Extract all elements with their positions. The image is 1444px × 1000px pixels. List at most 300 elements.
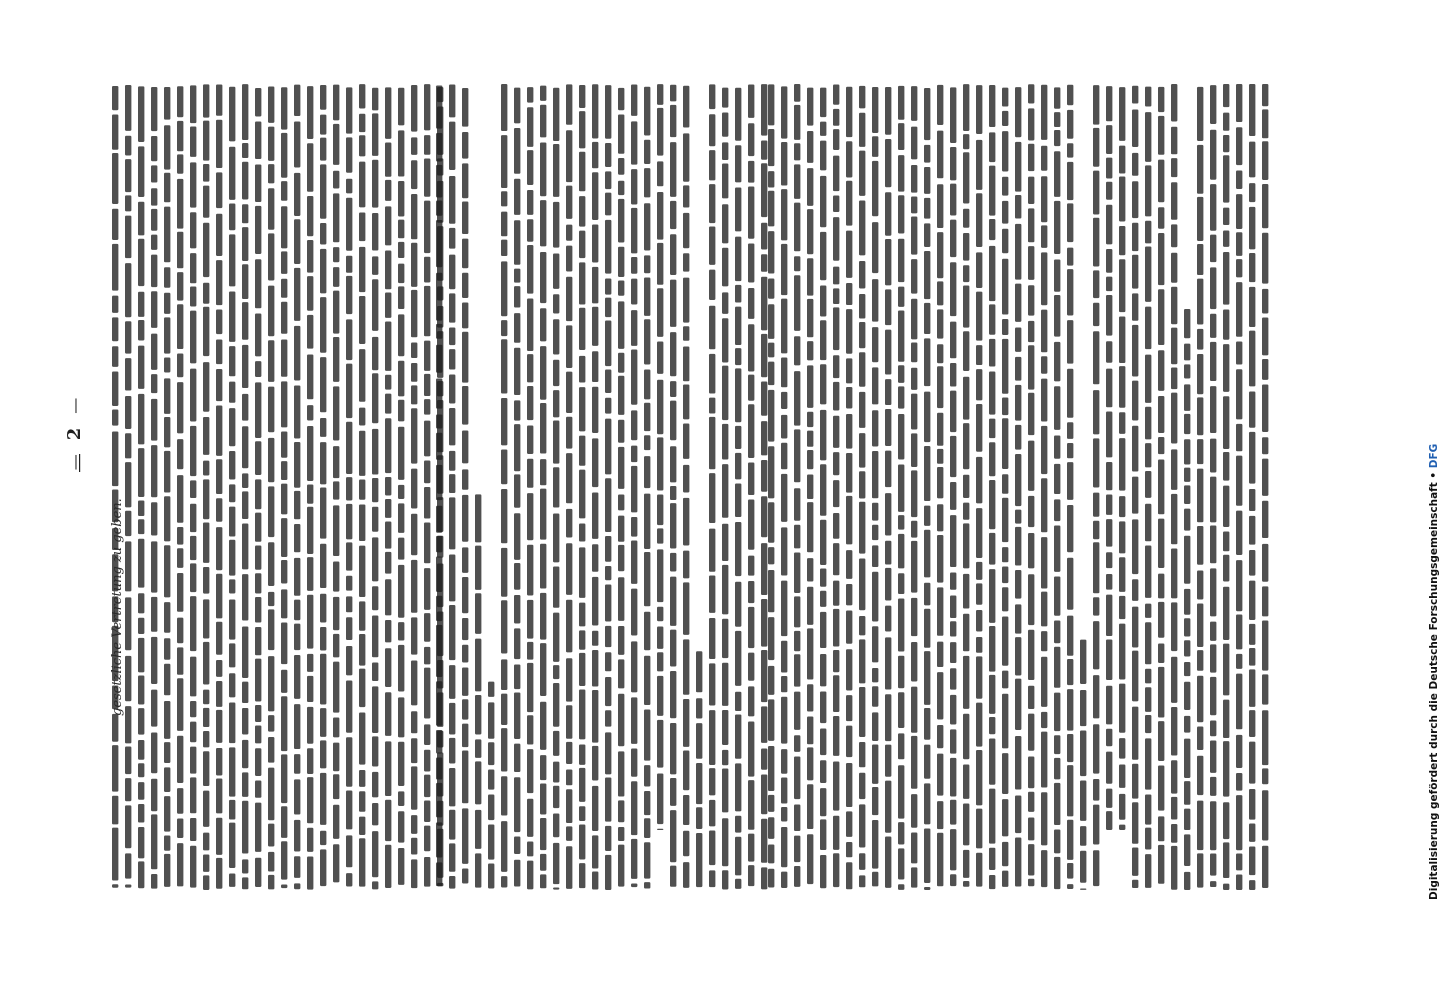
text-line-segment — [566, 225, 572, 241]
text-line-segment — [768, 362, 774, 385]
text-line-segment — [1158, 602, 1164, 638]
text-line-segment — [670, 332, 676, 376]
text-line-segment — [436, 757, 442, 779]
text-line-segment — [683, 795, 689, 825]
text-line-segment — [859, 742, 865, 767]
text-line-segment — [566, 769, 572, 785]
text-line-segment — [488, 770, 494, 790]
text-line-segment — [898, 848, 904, 879]
text-line-segment — [1028, 879, 1034, 887]
text-line-segment — [398, 503, 404, 533]
text-line-segment — [1028, 792, 1034, 812]
text-line-segment — [112, 346, 118, 367]
text-line-segment — [794, 525, 800, 549]
text-line-segment — [735, 145, 741, 182]
text-line-segment — [372, 478, 378, 502]
text-line-segment — [294, 219, 300, 264]
text-line-segment — [768, 699, 774, 740]
text-line-segment — [605, 321, 611, 367]
text-line-segment — [553, 665, 559, 679]
text-line-segment — [281, 339, 287, 376]
text-line-segment — [333, 717, 339, 737]
text-line-segment — [976, 583, 982, 604]
text-line-segment — [950, 695, 956, 725]
text-line-segment — [449, 228, 455, 249]
text-line-segment — [631, 466, 637, 513]
text-line-segment — [670, 401, 676, 441]
text-line-segment — [540, 346, 546, 400]
text-line-segment — [885, 781, 891, 833]
text-line-segment — [307, 828, 313, 852]
text-line-segment — [346, 364, 352, 418]
text-line-segment — [924, 88, 930, 140]
text-line-segment — [761, 706, 767, 742]
text-line-segment — [807, 450, 813, 469]
text-line-segment — [566, 186, 572, 219]
text-line-segment — [898, 414, 904, 459]
text-line-segment — [436, 201, 442, 216]
text-line-segment — [203, 751, 209, 786]
text-line-segment — [151, 255, 157, 287]
text-line-segment — [1132, 848, 1138, 876]
text-line-segment — [748, 607, 754, 648]
text-line-segment — [242, 524, 248, 570]
text-line-segment — [807, 587, 813, 625]
text-line-segment — [1132, 325, 1138, 377]
text-line-segment — [294, 754, 300, 774]
text-line-segment — [1028, 441, 1034, 491]
text-line-segment — [781, 581, 787, 637]
text-line-segment — [1236, 615, 1242, 650]
text-line-segment — [1028, 177, 1034, 204]
text-line-segment — [553, 887, 559, 889]
text-line-segment — [1132, 181, 1138, 218]
text-line-segment — [164, 207, 170, 263]
text-line-segment — [644, 203, 650, 250]
text-line-segment — [398, 565, 404, 618]
text-line-segment — [320, 849, 326, 886]
text-line-segment — [294, 600, 300, 621]
text-line-segment — [553, 390, 559, 417]
text-line-segment — [644, 656, 650, 705]
text-line-segment — [424, 568, 430, 610]
text-line-segment — [1093, 542, 1099, 593]
text-line-segment — [644, 552, 650, 606]
text-line-segment — [1041, 732, 1047, 788]
text-line-segment — [846, 358, 852, 383]
text-line-segment — [125, 85, 131, 131]
text-line-segment — [820, 855, 826, 888]
text-line-segment — [242, 859, 248, 873]
text-line-segment — [605, 652, 611, 671]
text-line-segment — [1054, 576, 1060, 615]
text-line-segment — [644, 319, 650, 364]
text-line-segment — [553, 843, 559, 884]
text-line-segment — [768, 746, 774, 791]
text-line-segment — [781, 474, 787, 522]
text-line-segment — [1067, 689, 1073, 731]
text-line-segment — [462, 751, 468, 804]
text-line-segment — [1119, 226, 1125, 255]
text-line-segment — [579, 231, 585, 258]
text-line-segment — [229, 800, 235, 820]
text-line-segment — [768, 446, 774, 498]
text-line-segment — [216, 527, 222, 570]
text-line-segment — [203, 791, 209, 827]
text-line-segment — [1158, 459, 1164, 514]
text-line-segment — [1067, 162, 1073, 200]
text-line-segment — [1184, 589, 1190, 615]
text-line-segment — [1171, 287, 1177, 324]
text-line-segment — [385, 579, 391, 615]
text-line-segment — [138, 346, 144, 389]
text-line-segment — [514, 837, 520, 854]
text-line-segment — [1171, 224, 1177, 247]
text-line-segment — [346, 198, 352, 251]
text-line-segment — [333, 247, 339, 262]
text-line-segment — [1106, 495, 1112, 515]
text-line-segment — [1002, 259, 1008, 315]
text-line-segment — [976, 345, 982, 365]
text-line-segment — [833, 581, 839, 606]
text-line-segment — [989, 533, 995, 565]
text-line-segment — [1158, 519, 1164, 568]
text-line-segment — [566, 509, 572, 538]
text-line-segment — [462, 302, 468, 328]
text-line-segment — [1002, 339, 1008, 394]
text-line-segment — [566, 846, 572, 889]
text-line-segment — [950, 363, 956, 387]
text-line-segment — [566, 453, 572, 503]
text-line-segment — [963, 574, 969, 609]
text-line-segment — [138, 861, 144, 888]
text-line-segment — [281, 484, 287, 515]
text-line-segment — [898, 365, 904, 383]
text-line-segment — [462, 273, 468, 298]
text-line-segment — [709, 473, 715, 523]
text-line-segment — [1184, 309, 1190, 338]
text-line-segment — [1262, 620, 1268, 670]
text-line-segment — [203, 522, 209, 562]
text-line-segment — [735, 88, 741, 141]
text-line-segment — [761, 84, 767, 136]
text-line-segment — [514, 313, 520, 343]
text-line-segment — [385, 800, 391, 841]
text-line-segment — [1249, 432, 1255, 484]
text-line-segment — [553, 202, 559, 248]
text-line-segment — [683, 699, 689, 747]
text-line-segment — [579, 806, 585, 821]
text-line-segment — [372, 537, 378, 581]
text-line-segment — [1210, 777, 1216, 796]
text-line-segment — [177, 618, 183, 644]
text-line-segment — [398, 264, 404, 283]
text-line-segment — [748, 834, 754, 862]
text-line-segment — [424, 857, 430, 887]
text-line-segment — [989, 304, 995, 334]
text-line-segment — [346, 646, 352, 675]
text-line-segment — [1041, 252, 1047, 305]
text-line-segment — [989, 717, 995, 734]
text-line-segment — [553, 683, 559, 727]
text-line-segment — [872, 686, 878, 706]
text-line-segment — [359, 247, 365, 292]
text-line-segment — [112, 745, 118, 791]
text-line-segment — [229, 643, 235, 667]
text-line-segment — [1067, 269, 1073, 315]
text-line-segment — [722, 710, 728, 745]
text-line-segment — [794, 552, 800, 593]
text-line-segment — [911, 197, 917, 214]
text-line-segment — [898, 195, 904, 233]
text-line-segment — [1106, 205, 1112, 245]
text-line-segment — [768, 570, 774, 612]
text-line-segment — [1236, 341, 1242, 364]
text-line-segment — [709, 710, 715, 765]
text-line-segment — [203, 690, 209, 705]
text-line-segment — [1093, 724, 1099, 773]
text-line-segment — [242, 708, 248, 734]
text-line-segment — [670, 201, 676, 229]
text-line-segment — [112, 828, 118, 881]
text-line-segment — [592, 224, 598, 262]
text-line-segment — [846, 726, 852, 757]
text-line-segment — [255, 441, 261, 475]
text-line-segment — [950, 391, 956, 432]
text-line-segment — [268, 592, 274, 606]
text-line-segment — [592, 835, 598, 868]
text-line-segment — [989, 166, 995, 216]
text-line-segment — [203, 362, 209, 412]
text-line-segment — [242, 772, 248, 796]
text-line-segment — [138, 394, 144, 445]
text-line-segment — [631, 310, 637, 346]
text-line-segment — [1249, 710, 1255, 737]
text-line-segment — [644, 612, 650, 651]
text-line-segment — [1184, 640, 1190, 656]
text-line-segment — [164, 173, 170, 202]
text-line-segment — [859, 261, 865, 289]
text-line-segment — [989, 419, 995, 439]
text-line-segment — [937, 725, 943, 748]
text-line-segment — [346, 87, 352, 133]
text-line-segment — [885, 379, 891, 405]
text-line-segment — [1015, 284, 1021, 322]
text-line-segment — [950, 220, 956, 257]
text-line-segment — [937, 642, 943, 667]
text-line-segment — [872, 545, 878, 567]
text-line-segment — [1015, 527, 1021, 566]
text-line-segment — [1262, 544, 1268, 582]
text-line-segment — [216, 459, 222, 494]
text-line-segment — [924, 198, 930, 219]
text-line-segment — [177, 121, 183, 151]
text-line-segment — [229, 747, 235, 796]
text-line-segment — [514, 692, 520, 739]
text-line-segment — [1119, 794, 1125, 820]
text-line-segment — [820, 612, 826, 648]
text-line-segment — [670, 630, 676, 667]
text-line-segment — [1054, 87, 1060, 108]
text-line-segment — [735, 237, 741, 282]
text-line-segment — [1015, 87, 1021, 137]
text-line-segment — [242, 801, 248, 854]
text-line-segment — [553, 786, 559, 808]
text-line-segment — [579, 308, 585, 350]
text-line-segment — [372, 88, 378, 111]
text-line-segment — [359, 504, 365, 541]
text-line-segment — [963, 656, 969, 709]
text-line-segment — [255, 780, 261, 797]
text-line-segment — [885, 637, 891, 689]
text-line-segment — [1236, 259, 1242, 277]
text-line-segment — [709, 227, 715, 265]
text-line-segment — [1119, 177, 1125, 222]
text-line-segment — [722, 142, 728, 160]
text-line-segment — [346, 542, 352, 570]
text-line-segment — [683, 582, 689, 635]
text-line-segment — [424, 159, 430, 197]
text-line-segment — [190, 369, 196, 422]
text-line-segment — [872, 712, 878, 741]
text-line-segment — [748, 324, 754, 371]
text-line-segment — [268, 387, 274, 433]
text-line-segment — [1054, 112, 1060, 127]
text-line-segment — [1132, 255, 1138, 289]
text-line-segment — [216, 660, 222, 677]
text-line-segment — [203, 708, 209, 727]
text-line-segment — [1184, 364, 1190, 378]
text-line-segment — [859, 639, 865, 683]
text-line-segment — [190, 287, 196, 307]
text-line-segment — [1067, 110, 1073, 139]
text-line-segment — [963, 377, 969, 420]
text-line-segment — [372, 736, 378, 766]
text-line-segment — [807, 628, 813, 679]
text-line-segment — [748, 500, 754, 550]
text-line-segment — [1223, 84, 1229, 107]
text-line-segment — [683, 346, 689, 381]
text-line-segment — [1002, 617, 1008, 666]
text-line-segment — [449, 408, 455, 445]
text-line-segment — [1054, 259, 1060, 291]
text-line-segment — [833, 267, 839, 285]
text-line-segment — [846, 87, 852, 137]
text-line-segment — [1197, 526, 1203, 565]
text-line-segment — [644, 791, 650, 815]
text-line-segment — [216, 818, 222, 855]
text-line-segment — [385, 394, 391, 414]
text-line-segment — [177, 475, 183, 523]
text-line-segment — [1171, 158, 1177, 177]
text-line-segment — [229, 291, 235, 341]
text-line-segment — [911, 217, 917, 255]
text-line-segment — [781, 443, 787, 470]
text-line-segment — [242, 394, 248, 421]
text-line-segment — [424, 135, 430, 155]
text-line-segment — [618, 800, 624, 822]
text-line-segment — [1158, 289, 1164, 345]
text-line-segment — [1119, 412, 1125, 434]
text-line-segment — [424, 341, 430, 371]
text-line-segment — [1145, 504, 1151, 542]
text-line-segment — [1262, 184, 1268, 228]
text-line-segment — [268, 340, 274, 382]
text-line-segment — [735, 816, 741, 833]
text-line-segment — [462, 667, 468, 695]
text-line-segment — [1223, 802, 1229, 839]
text-line-segment — [924, 392, 930, 442]
text-line-segment — [1145, 604, 1151, 618]
text-line-segment — [794, 203, 800, 252]
text-line-segment — [605, 278, 611, 294]
text-line-segment — [436, 220, 442, 267]
text-line-segment — [1054, 342, 1060, 381]
text-line-segment — [1119, 596, 1125, 619]
text-line-segment — [898, 765, 904, 818]
text-line-segment — [768, 547, 774, 564]
text-line-segment — [807, 431, 813, 447]
text-line-segment — [794, 488, 800, 521]
text-line-segment — [553, 513, 559, 562]
text-line-segment — [1054, 857, 1060, 889]
text-line-segment — [657, 108, 663, 156]
text-line-segment — [501, 212, 507, 237]
text-line-segment — [242, 204, 248, 223]
text-line-segment — [885, 192, 891, 235]
text-line-segment — [1067, 462, 1073, 500]
text-line-segment — [631, 169, 637, 204]
text-line-segment — [1171, 328, 1177, 365]
text-line-segment — [398, 314, 404, 356]
text-line-segment — [1028, 757, 1034, 789]
text-column-left — [112, 84, 443, 890]
text-line-segment — [1067, 659, 1073, 685]
text-line-segment — [1158, 437, 1164, 454]
text-line-segment — [820, 176, 826, 227]
text-line-segment — [833, 382, 839, 411]
text-line-segment — [346, 422, 352, 474]
text-line-segment — [449, 555, 455, 602]
text-line-segment — [164, 293, 170, 314]
text-line-segment — [566, 325, 572, 368]
text-line-segment — [125, 805, 131, 848]
text-line-segment — [268, 164, 274, 183]
text-line-segment — [1041, 478, 1047, 532]
text-line-segment — [398, 427, 404, 480]
text-line-segment — [768, 869, 774, 888]
text-line-segment — [885, 745, 891, 777]
text-line-segment — [462, 808, 468, 863]
text-line-segment — [605, 478, 611, 532]
text-line-segment — [898, 884, 904, 890]
text-line-segment — [203, 854, 209, 871]
text-line-segment — [449, 451, 455, 471]
text-line-segment — [1262, 289, 1268, 314]
text-line-segment — [911, 259, 917, 293]
text-line-segment — [950, 668, 956, 689]
text-line-segment — [1158, 207, 1164, 228]
text-line-segment — [1054, 295, 1060, 337]
text-line-segment — [781, 244, 787, 295]
text-line-segment — [1106, 249, 1112, 273]
text-line-segment — [1132, 381, 1138, 421]
text-line-segment — [1262, 846, 1268, 888]
text-line-segment — [527, 749, 533, 793]
text-line-segment — [151, 291, 157, 328]
text-line-segment — [1106, 552, 1112, 568]
text-line-segment — [488, 864, 494, 889]
